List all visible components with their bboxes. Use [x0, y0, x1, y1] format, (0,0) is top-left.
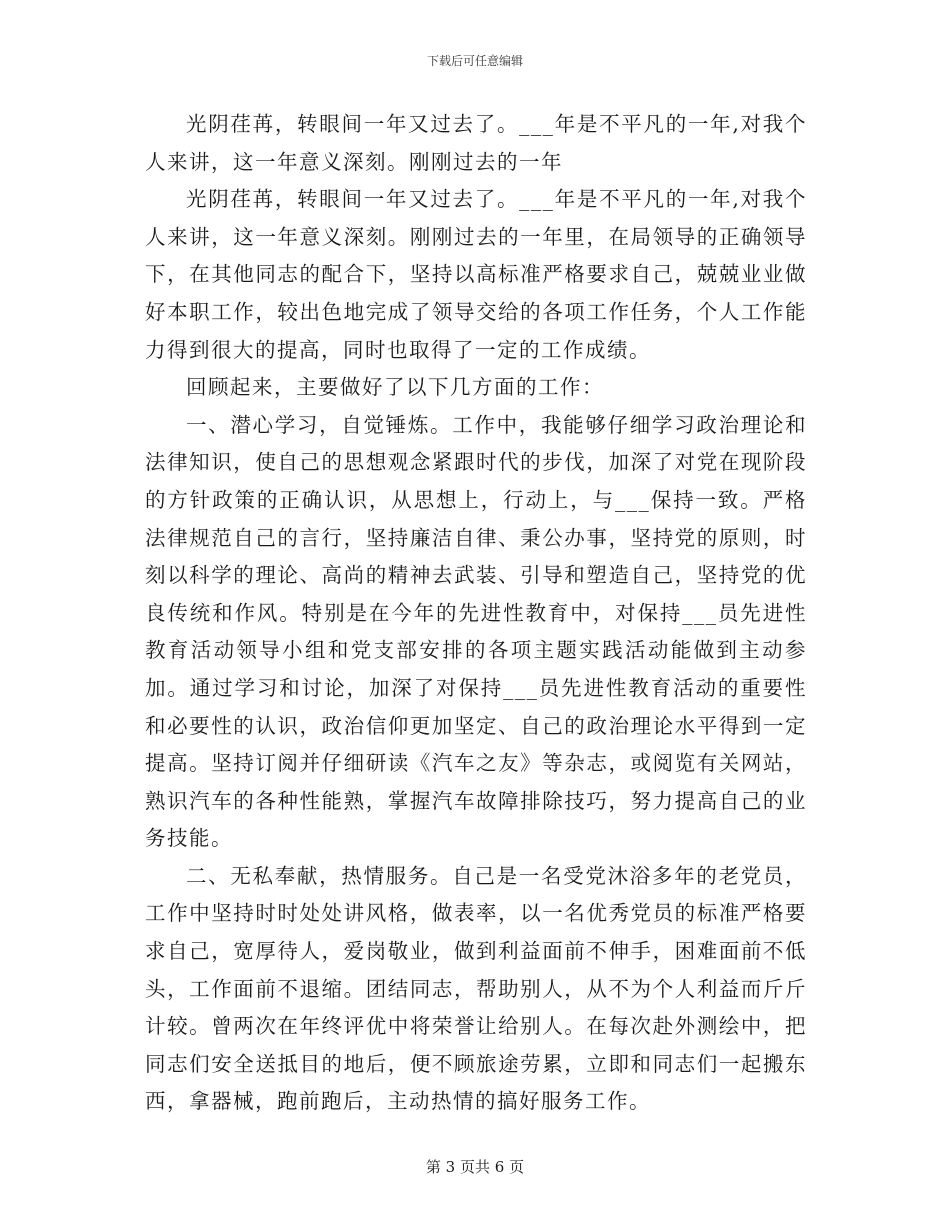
paragraph-section-one: 一、潜心学习，自觉锤炼。工作中，我能够仔细学习政治理论和法律知识，使自己的思想观念紧跟时代的步伐，加深了对党在现阶段的方针政策的正确认识，从思想上，行动上，与___保持一致。严格法律规范自己的言行，坚持廉洁自律、秉公办事，坚持党的原则，时刻以科学的理论、高尚的精神去武装、引导和塑造自己，坚持党的优良传统和作风。特别是在今年的先进性教育中，对保持___员先进性教育活动领导小组和党支部安排的各项主题实践活动能做到主动参加。通过学习和讨论，加深了对保持___员先进性教育活动的重要性和必要性的认识，政治信仰更加坚定、自己的政治理论水平得到一定提高。坚持订阅并仔细研读《汽车之友》等杂志，或阅览有关网站，熟识汽车的各种性能熟，掌握汽车故障排除技巧，努力提高自己的业务技能。: [145, 412, 807, 851]
page-header-note: 下载后可任意编辑: [426, 54, 523, 68]
page-number: 第 3 页共 6 页: [425, 1158, 525, 1176]
document-body: [145, 106, 807, 1121]
paragraph-section-two: 二、无私奉献，热情服务。自己是一名受党沐浴多年的老党员，工作中坚持时时处处讲风格，做表率，以一名优秀党员的标准严格要求自己，宽厚待人，爱岗敬业，做到利益面前不伸手，困难面前不低头，工作面前不退缩。团结同志，帮助别人，从不为个人利益而斤斤计较。曾两次在年终评优中将荣誉让给别人。在每次赴外测绘中，把同志们安全送抵目的地后，便不顾旅途劳累，立即和同志们一起搬东西，拿器械，跑前跑后，主动热情的搞好服务工作。: [145, 863, 807, 1114]
paragraph-intro: 光阴荏苒，转眼间一年又过去了。___年是不平凡的一年,对我个人来讲，这一年意义深刻。刚刚过去的一年里，在局领导的正确领导下，在其他同志的配合下，坚持以高标准严格要求自己，兢兢业业做好本职工作，较出色地完成了领导交给的各项工作任务，个人工作能力得到很大的提高，同时也取得了一定的工作成绩。: [145, 187, 807, 362]
paragraph-summary-lead: 回顾起来，主要做好了以下几方面的工作：: [186, 375, 604, 400]
paragraph-intro-fragment: 光阴荏苒，转眼间一年又过去了。___年是不平凡的一年,对我个人来讲，这一年意义深刻。刚刚过去的一年: [145, 112, 807, 174]
